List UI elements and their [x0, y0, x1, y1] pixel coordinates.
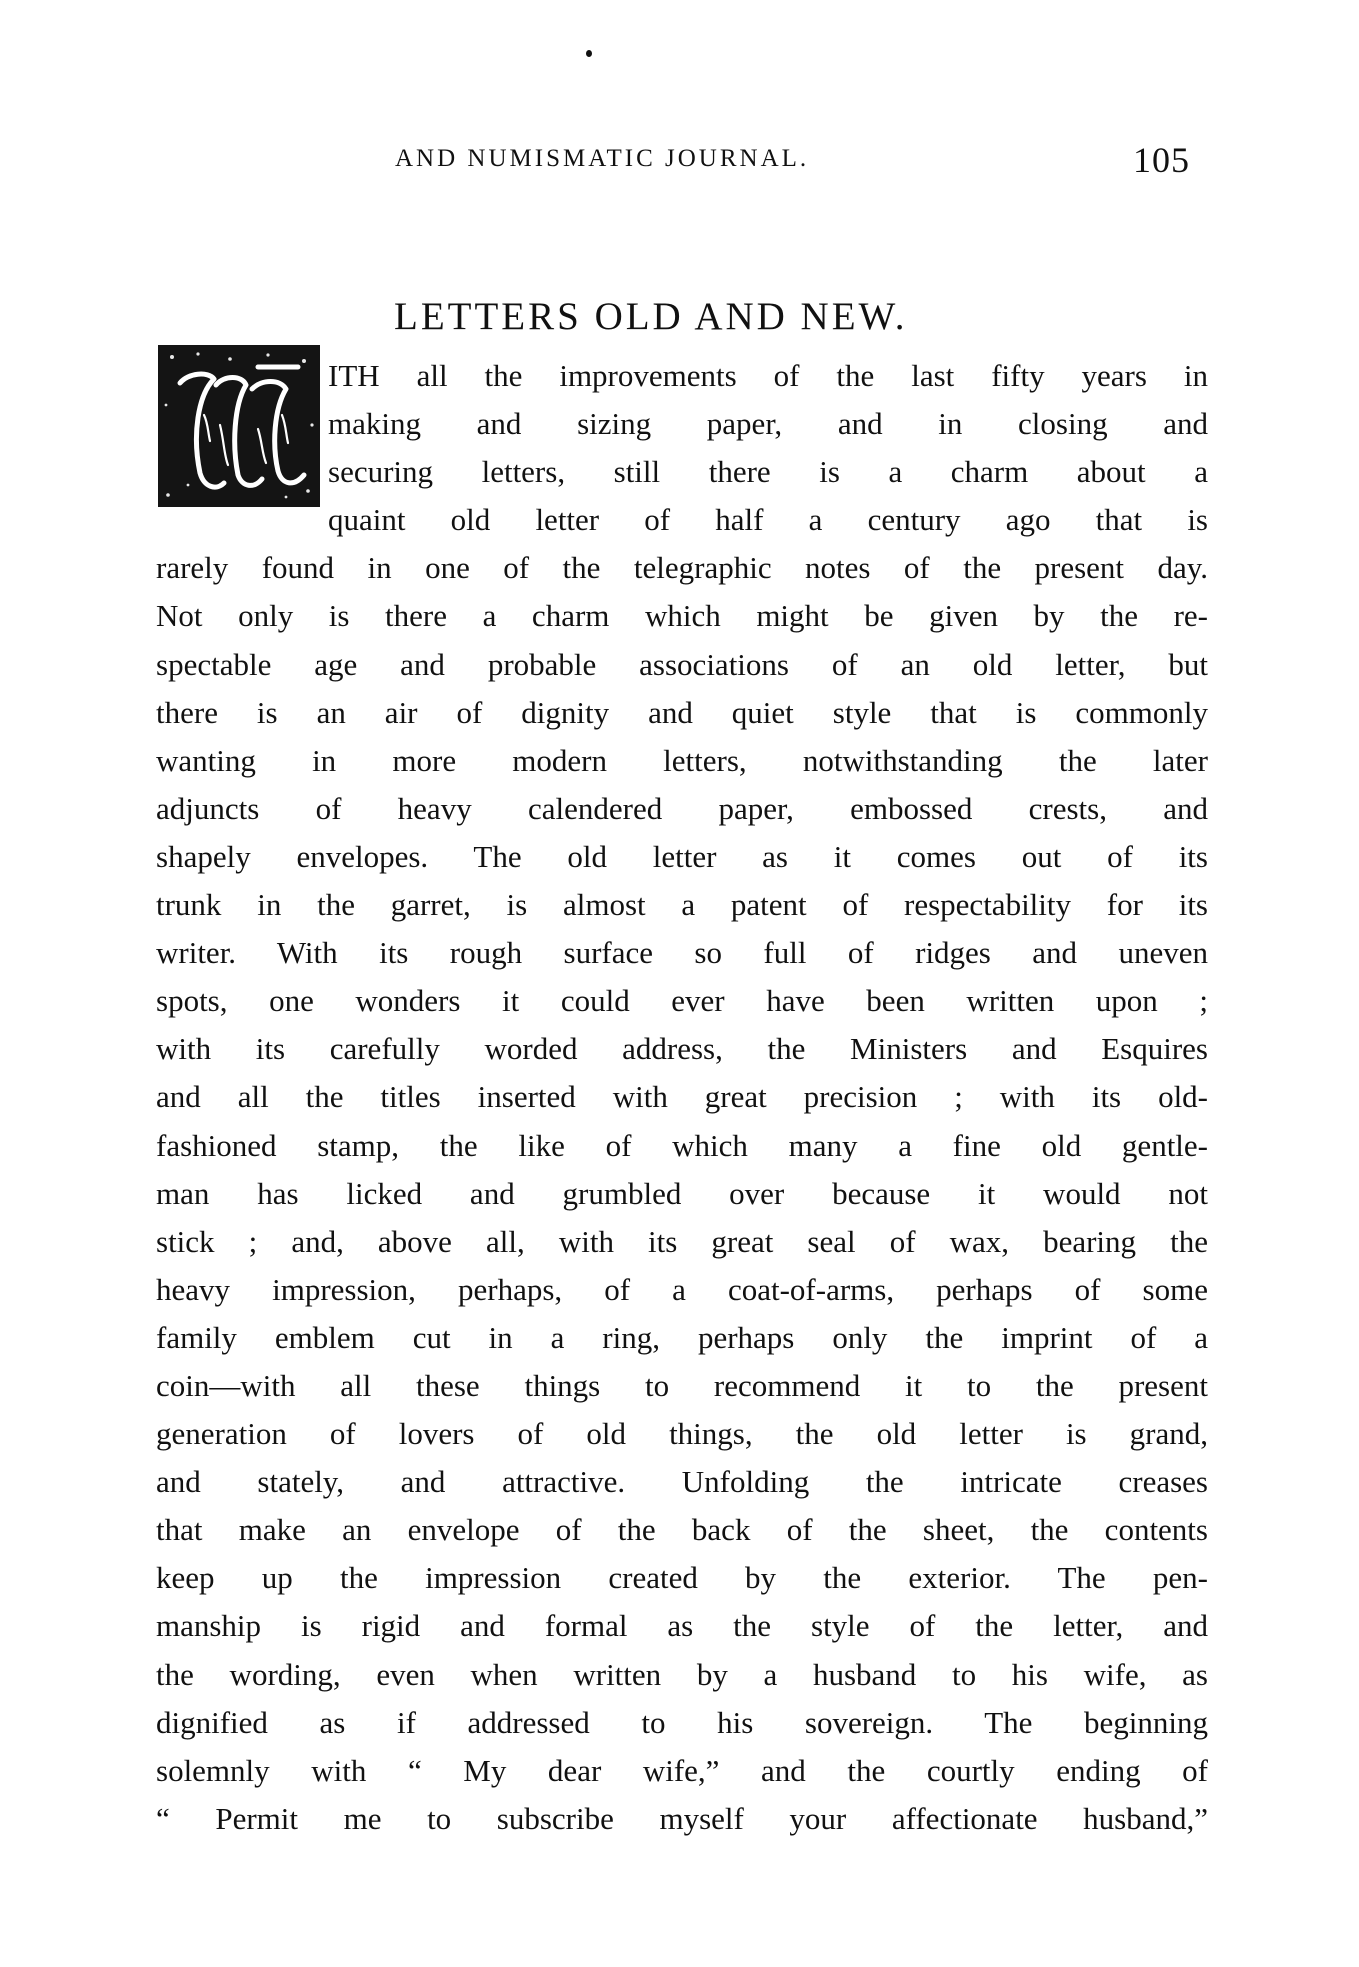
body-line: family emblem cut in a ring, perhaps only the imprint of a [156, 1319, 1208, 1355]
body-line: spots, one wonders it could ever have been written upon ; [156, 983, 1208, 1019]
article-title: LETTERS OLD AND NEW. [394, 295, 908, 338]
body-line: and stately, and attractive. Unfolding the intricate creases [156, 1464, 1208, 1500]
body-line: heavy impression, perhaps, of a coat-of-arms, perhaps of some [156, 1271, 1208, 1307]
ink-speck [586, 50, 592, 57]
body-line: solemnly with “ My dear wife,” and the courtly ending of [156, 1752, 1208, 1788]
body-line: generation of lovers of old things, the old letter is grand, [156, 1416, 1208, 1452]
body-line: spectable age and probable associations of an old letter, but [156, 646, 1208, 682]
body-line: quaint old letter of half a century ago that is [328, 502, 1208, 538]
body-line: man has licked and grumbled over because it would not [156, 1175, 1208, 1211]
body-line: wanting in more modern letters, notwithstanding the later [156, 742, 1208, 778]
body-line: making and sizing paper, and in closing and [328, 406, 1208, 442]
body-line: with its carefully worded address, the Ministers and Esquires [156, 1031, 1208, 1067]
running-title: AND NUMISMATIC JOURNAL. [395, 145, 810, 172]
body-line: fashioned stamp, the like of which many a fine old gentle- [156, 1127, 1208, 1163]
body-line: adjuncts of heavy calendered paper, embossed crests, and [156, 790, 1208, 826]
running-head [0, 140, 1359, 185]
body-line: and all the titles inserted with great precision ; with its old- [156, 1079, 1208, 1115]
body-line: stick ; and, above all, with its great seal of wax, bearing the [156, 1223, 1208, 1259]
body-line: writer. With its rough surface so full of ridges and uneven [156, 935, 1208, 971]
article-body [156, 352, 1208, 1843]
body-line: ITH all the improvements of the last fifty years in [328, 358, 1208, 393]
body-line: shapely envelopes. The old letter as it comes out of its [156, 838, 1208, 874]
body-line: Not only is there a charm which might be given by the re- [156, 598, 1208, 634]
body-line: dignified as if addressed to his sovereign. The beginning [156, 1704, 1208, 1740]
body-line: that make an envelope of the back of the sheet, the contents [156, 1512, 1208, 1548]
body-line: manship is rigid and formal as the style of the letter, and [156, 1608, 1208, 1644]
body-line: rarely found in one of the telegraphic notes of the present day. [156, 550, 1208, 586]
body-line: keep up the impression created by the exterior. The pen- [156, 1560, 1208, 1596]
body-line: coin—with all these things to recommend it to the present [156, 1367, 1208, 1403]
body-line: trunk in the garret, is almost a patent of respectability for its [156, 887, 1208, 923]
page-number: 105 [1133, 140, 1190, 180]
body-line: securing letters, still there is a charm about a [328, 454, 1208, 490]
body-line: “ Permit me to subscribe myself your affectionate husband,” [156, 1800, 1208, 1836]
body-line: the wording, even when written by a husband to his wife, as [156, 1656, 1208, 1692]
body-line: there is an air of dignity and quiet style that is commonly [156, 694, 1208, 730]
